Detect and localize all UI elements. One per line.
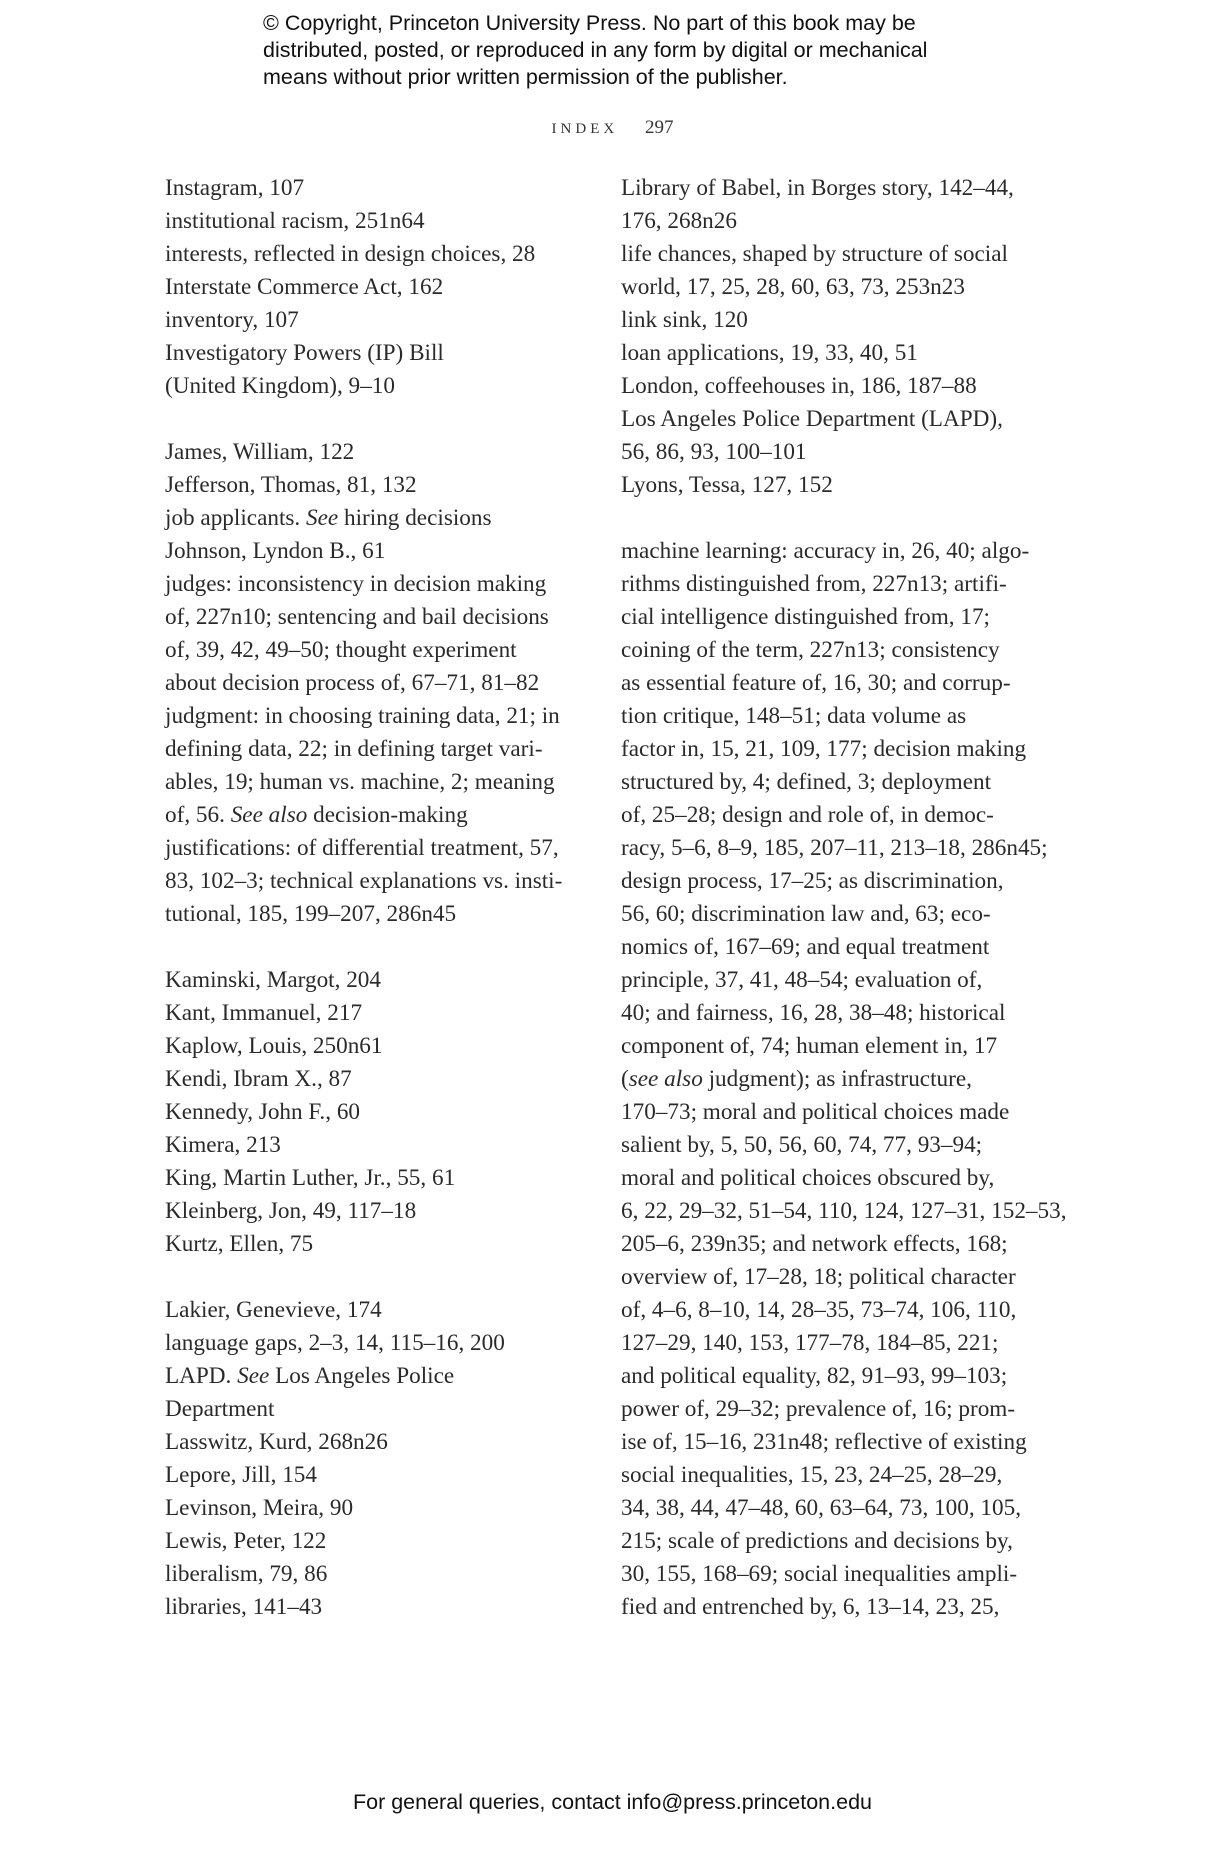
index-entry-continuation: of, 4–6, 8–10, 14, 28–35, 73–74, 106, 110, [621, 1297, 1017, 1323]
index-entry-continuation: of, 56. See also decision-making [165, 802, 468, 828]
index-entry-continuation: rithms distinguished from, 227n13; artifi- [621, 571, 1007, 597]
index-entry-continuation: of, 39, 42, 49–50; thought experiment [165, 637, 517, 663]
index-entry-continuation: 56, 86, 93, 100–101 [621, 439, 807, 465]
index-entry [165, 1492, 585, 1525]
index-entry [165, 304, 585, 337]
index-entry [165, 1162, 585, 1195]
index-entry-line: Lakier, Genevieve, 174 [165, 1297, 382, 1323]
index-entry-line: Kurtz, Ellen, 75 [165, 1231, 314, 1257]
index-entry-line: Lewis, Peter, 122 [165, 1528, 327, 1554]
copyright-line: © Copyright, Princeton University Press. No part of this book may be [263, 11, 916, 35]
index-entry-line: libraries, 141–43 [165, 1594, 323, 1620]
index-entry-continuation: principle, 37, 41, 48–54; evaluation of, [621, 967, 983, 993]
index-entry [621, 337, 1061, 370]
index-entry-line: Johnson, Lyndon B., 61 [165, 538, 386, 564]
index-entry-continuation: nomics of, 167–69; and equal treatment [621, 934, 990, 960]
index-entry [165, 535, 585, 568]
index-entry [621, 469, 1061, 502]
index-entry-continuation: about decision process of, 67–71, 81–82 [165, 670, 540, 696]
index-entry-line: inventory, 107 [165, 307, 299, 333]
index-entry [165, 1030, 585, 1063]
running-head [0, 113, 1225, 139]
index-entry-continuation: structured by, 4; defined, 3; deployment [621, 769, 992, 795]
index-entry-line: interests, reflected in design choices, 28 [165, 241, 536, 267]
index-entry [165, 1426, 585, 1459]
index-column-left [165, 172, 585, 1624]
index-entry-line: Kimera, 213 [165, 1132, 281, 1158]
index-entry [621, 370, 1061, 403]
copyright-line: distributed, posted, or reproduced in any form by digital or mechanical [263, 38, 928, 62]
index-entry [165, 700, 585, 832]
index-entry-line: life chances, shaped by structure of social [621, 241, 1008, 267]
index-entry [165, 1591, 585, 1624]
index-column-right [621, 172, 1067, 1624]
index-entry-line: Jefferson, Thomas, 81, 132 [165, 472, 417, 498]
index-entry [621, 535, 1067, 1624]
index-entry-line: Library of Babel, in Borges story, 142–44, [621, 175, 1014, 201]
index-entry [165, 568, 585, 700]
index-entry [621, 172, 1061, 238]
index-entry-line: Kaplow, Louis, 250n61 [165, 1033, 383, 1059]
index-entry-line: loan applications, 19, 33, 40, 51 [621, 340, 918, 366]
index-entry [165, 1096, 585, 1129]
index-entry-continuation: 170–73; moral and political choices made [621, 1099, 1010, 1125]
index-entry-continuation: power of, 29–32; prevalence of, 16; prom- [621, 1396, 1016, 1422]
index-entry-continuation: 215; scale of predictions and decisions by, [621, 1528, 1013, 1554]
index-entry-continuation: Department [165, 1396, 275, 1422]
index-entry-continuation: salient by, 5, 50, 56, 60, 74, 77, 93–94; [621, 1132, 983, 1158]
index-entry [165, 238, 585, 271]
index-entry-line: justifications: of differential treatment, 57, [165, 835, 559, 861]
index-entry [621, 304, 1061, 337]
index-entry-continuation: moral and political choices obscured by, [621, 1165, 995, 1191]
index-entry-line: James, William, 122 [165, 439, 355, 465]
index-entry [165, 1129, 585, 1162]
index-entry [165, 1294, 585, 1327]
index-entry-continuation: 176, 268n26 [621, 208, 737, 234]
index-entry-line: job applicants. See hiring decisions [165, 505, 492, 531]
index-entry-line: institutional racism, 251n64 [165, 208, 425, 234]
index-entry [165, 1327, 585, 1360]
index-entry-continuation: (see also judgment); as infrastructure, [621, 1066, 972, 1092]
index-entry-continuation: 56, 60; discrimination law and, 63; eco- [621, 901, 991, 927]
index-entry-continuation: of, 25–28; design and role of, in democ- [621, 802, 994, 828]
index-entry-line: Los Angeles Police Department (LAPD), [621, 406, 1003, 432]
index-entry [165, 205, 585, 238]
index-entry-line: Instagram, 107 [165, 175, 305, 201]
index-entry-continuation: 30, 155, 168–69; social inequalities ampli- [621, 1561, 1018, 1587]
index-entry [165, 997, 585, 1030]
index-entry-continuation: as essential feature of, 16, 30; and corrup- [621, 670, 1011, 696]
index-entry-line: Kaminski, Margot, 204 [165, 967, 381, 993]
letter-group-gap [165, 931, 585, 964]
letter-group-gap [621, 502, 1061, 535]
index-entry [165, 469, 585, 502]
index-entry-line: Kant, Immanuel, 217 [165, 1000, 363, 1026]
index-entry-continuation: 83, 102–3; technical explanations vs. insti- [165, 868, 563, 894]
index-entry-continuation: social inequalities, 15, 23, 24–25, 28–29, [621, 1462, 1003, 1488]
index-entry-line: Lepore, Jill, 154 [165, 1462, 317, 1488]
index-entry [165, 436, 585, 469]
index-entry [165, 337, 585, 403]
index-entry-continuation: overview of, 17–28, 18; political character [621, 1264, 1016, 1290]
index-entry-continuation: (United Kingdom), 9–10 [165, 373, 395, 399]
index-entry [165, 1195, 585, 1228]
index-entry-continuation: and political equality, 82, 91–93, 99–103; [621, 1363, 1008, 1389]
copyright-line: means without prior written permission of the publisher. [263, 65, 788, 89]
index-entry-continuation: fied and entrenched by, 6, 13–14, 23, 25, [621, 1594, 1000, 1620]
index-entry-line: Lyons, Tessa, 127, 152 [621, 472, 833, 498]
index-entry [165, 1228, 585, 1261]
index-entry-continuation: tion critique, 148–51; data volume as [621, 703, 967, 729]
index-entry-continuation: racy, 5–6, 8–9, 185, 207–11, 213–18, 286n45; [621, 835, 1048, 861]
index-entry [165, 832, 585, 931]
index-entry-line: Interstate Commerce Act, 162 [165, 274, 444, 300]
letter-group-gap [165, 403, 585, 436]
copyright-notice [263, 10, 983, 91]
index-entry [165, 1360, 585, 1426]
index-entry-line: machine learning: accuracy in, 26, 40; algo- [621, 538, 1030, 564]
index-entry-continuation: of, 227n10; sentencing and bail decisions [165, 604, 549, 630]
index-entry [165, 964, 585, 997]
section-title: index [551, 113, 619, 138]
index-entry-continuation: cial intelligence distinguished from, 17; [621, 604, 990, 630]
index-entry-line: Lasswitz, Kurd, 268n26 [165, 1429, 388, 1455]
index-entry [165, 1558, 585, 1591]
index-entry [165, 1063, 585, 1096]
index-entry-line: Kleinberg, Jon, 49, 117–18 [165, 1198, 417, 1224]
index-entry-continuation: ise of, 15–16, 231n48; reflective of existing [621, 1429, 1027, 1455]
index-entry-continuation: 205–6, 239n35; and network effects, 168; [621, 1231, 1008, 1257]
index-entry-line: language gaps, 2–3, 14, 115–16, 200 [165, 1330, 505, 1356]
index-entry [621, 238, 1061, 304]
footer-contact: For general queries, contact info@press.princeton.edu [352, 1790, 872, 1814]
letter-group-gap [165, 1261, 585, 1294]
index-entry [165, 1525, 585, 1558]
index-entry-line: King, Martin Luther, Jr., 55, 61 [165, 1165, 456, 1191]
index-entry-line: London, coffeehouses in, 186, 187–88 [621, 373, 977, 399]
index-entry-continuation: factor in, 15, 21, 109, 177; decision making [621, 736, 1027, 762]
index-entry-continuation: defining data, 22; in defining target vari- [165, 736, 543, 762]
index-entry-continuation: component of, 74; human element in, 17 [621, 1033, 998, 1059]
index-entry-continuation: tutional, 185, 199–207, 286n45 [165, 901, 457, 927]
index-entry [621, 403, 1061, 469]
index-entry-line: link sink, 120 [621, 307, 748, 333]
index-entry-line: LAPD. See Los Angeles Police [165, 1363, 455, 1389]
index-entry-continuation: design process, 17–25; as discrimination, [621, 868, 1004, 894]
index-entry-continuation: 34, 38, 44, 47–48, 60, 63–64, 73, 100, 105, [621, 1495, 1021, 1521]
index-entry [165, 1459, 585, 1492]
index-entry-line: Levinson, Meira, 90 [165, 1495, 354, 1521]
index-entry [165, 502, 585, 535]
index-entry-line: liberalism, 79, 86 [165, 1561, 328, 1587]
index-entry [165, 172, 585, 205]
index-entry-continuation: 6, 22, 29–32, 51–54, 110, 124, 127–31, 152–53, [621, 1198, 1067, 1224]
index-entry-line: judges: inconsistency in decision making [165, 571, 547, 597]
index-entry-continuation: coining of the term, 227n13; consistency [621, 637, 1000, 663]
index-entry-line: Kendi, Ibram X., 87 [165, 1066, 352, 1092]
index-entry-line: Investigatory Powers (IP) Bill [165, 340, 444, 366]
index-entry-continuation: ables, 19; human vs. machine, 2; meaning [165, 769, 555, 795]
index-entry-continuation: 127–29, 140, 153, 177–78, 184–85, 221; [621, 1330, 999, 1356]
page-number: 297 [644, 117, 674, 138]
index-entry-line: judgment: in choosing training data, 21; in [165, 703, 560, 729]
index-entry-continuation: 40; and fairness, 16, 28, 38–48; historical [621, 1000, 1006, 1026]
index-entry-line: Kennedy, John F., 60 [165, 1099, 361, 1125]
index-entry-continuation: world, 17, 25, 28, 60, 63, 73, 253n23 [621, 274, 965, 300]
index-entry [165, 271, 585, 304]
